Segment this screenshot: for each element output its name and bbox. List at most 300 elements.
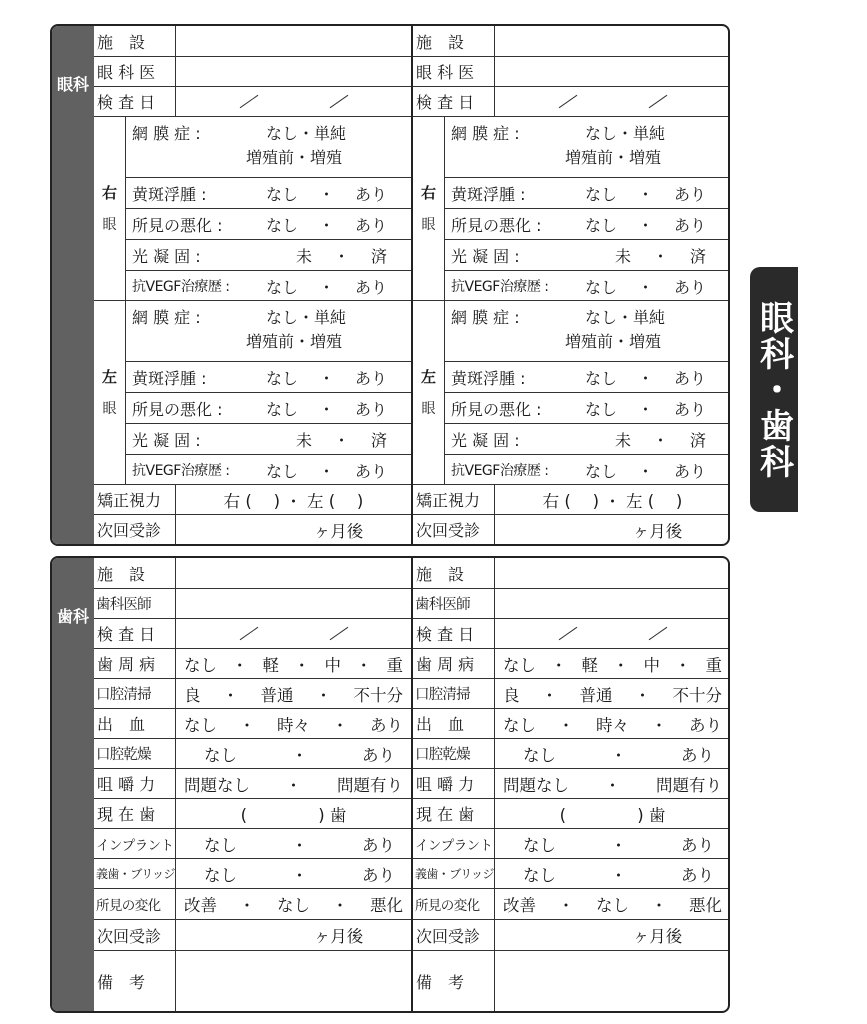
eye-char: 眼 (421, 216, 436, 233)
eye-char: 眼 (421, 400, 436, 417)
next-visit-label: 次回受診 (413, 515, 495, 544)
chewing-label: 咀 嚼 力 (413, 769, 495, 798)
chewing-options[interactable] (495, 769, 730, 798)
option-no-problem[interactable]: 問題なし (184, 775, 250, 795)
left-char: 左 (101, 367, 117, 386)
dentist-field[interactable] (176, 589, 411, 618)
periodontal-row (94, 648, 411, 678)
doctor-field[interactable] (495, 57, 730, 86)
separator: ・ (652, 246, 669, 266)
option-yes[interactable]: あり (362, 835, 395, 855)
visual-acuity-row (94, 484, 411, 514)
option-none[interactable]: なし (204, 835, 237, 855)
next-visit-row (94, 919, 411, 950)
facility-label: 施 設 (413, 558, 495, 588)
left-eye-block (94, 300, 411, 484)
option-none[interactable]: なし (503, 715, 536, 735)
macular-edema-row[interactable] (126, 361, 411, 392)
date-slash (239, 627, 258, 640)
option-none[interactable]: なし (266, 277, 299, 297)
next-visit-row (94, 514, 411, 544)
next-visit-label: 次回受診 (94, 920, 176, 950)
separator: ・ (355, 655, 372, 675)
exam-date-field[interactable] (495, 87, 730, 116)
dental-panel (50, 556, 730, 1013)
retinopathy-option-1[interactable]: なし・単純 (266, 308, 347, 327)
remarks-field[interactable] (176, 951, 411, 1011)
dentist-row (94, 588, 411, 618)
date-slash (648, 95, 667, 108)
photocoagulation-options[interactable] (615, 424, 706, 454)
option-yes[interactable]: あり (354, 215, 387, 235)
retinopathy-row[interactable] (126, 117, 411, 177)
worsening-label: 所見の悪化 : (132, 215, 223, 235)
macular-edema-row[interactable] (445, 361, 730, 392)
option-problem[interactable]: 問題有り (656, 775, 722, 795)
option-good[interactable]: 良 (184, 685, 201, 705)
option-none[interactable]: なし (585, 277, 618, 297)
option-none[interactable]: なし (266, 461, 299, 481)
present-teeth-row (94, 798, 411, 828)
separator: ・ (650, 896, 668, 915)
retinopathy-option-1[interactable]: なし・単純 (585, 308, 666, 327)
retinopathy-row[interactable] (126, 301, 411, 361)
option-improved[interactable]: 改善 (503, 896, 536, 915)
option-yes[interactable]: あり (673, 277, 706, 297)
denture-label: 義歯・ブリッジ (413, 859, 495, 888)
anti-vegf-options[interactable] (266, 271, 387, 301)
option-yes[interactable]: あり (354, 461, 387, 481)
chewing-options[interactable] (176, 769, 411, 798)
option-none[interactable]: なし (204, 865, 237, 885)
macular-edema-row[interactable] (126, 177, 411, 208)
retinopathy-option-2[interactable]: 増殖前・増殖 (246, 332, 343, 351)
worsening-label: 所見の悪化 : (451, 399, 542, 419)
next-visit-row (413, 919, 730, 950)
dental-section-label (52, 558, 94, 1011)
photocoagulation-label: 光 凝 固 : (451, 246, 520, 266)
ophthalmology-record-2 (413, 26, 730, 544)
dry-mouth-options[interactable] (495, 739, 730, 768)
separator: ・ (541, 685, 558, 705)
anti-vegf-options[interactable] (585, 455, 706, 485)
option-not-yet[interactable]: 未 (615, 430, 632, 450)
denture-options[interactable] (495, 859, 730, 888)
option-yes[interactable]: あり (673, 368, 706, 388)
macular-edema-label: 黄斑浮腫 : (132, 184, 207, 204)
dentist-field[interactable] (495, 589, 730, 618)
option-yes[interactable]: あり (354, 399, 387, 419)
separator: ・ (333, 246, 350, 266)
oral-hygiene-label: 口腔清掃 (94, 679, 176, 708)
exam-date-field[interactable] (176, 619, 411, 648)
remarks-label: 備 考 (94, 951, 176, 1011)
photocoagulation-label: 光 凝 固 : (451, 430, 520, 450)
periodontal-label: 歯 周 病 (413, 649, 495, 678)
macular-edema-options[interactable] (585, 178, 706, 208)
option-yes[interactable]: あり (354, 184, 387, 204)
visual-acuity-label: 矯正視力 (413, 485, 495, 514)
option-none[interactable]: なし (585, 399, 618, 419)
option-none[interactable]: なし (266, 399, 299, 419)
periodontal-label: 歯 周 病 (94, 649, 176, 678)
option-severe[interactable]: 重 (705, 655, 722, 675)
worsening-row[interactable] (445, 208, 730, 239)
photocoagulation-options[interactable] (296, 240, 387, 270)
separator: ・ (231, 655, 248, 675)
chewing-label: 咀 嚼 力 (94, 769, 176, 798)
dry-mouth-row (413, 738, 730, 768)
separator: ・ (610, 745, 627, 765)
macular-edema-row[interactable] (445, 177, 730, 208)
next-visit-field[interactable]: ヶ月後 (313, 927, 364, 946)
retinopathy-option-2[interactable]: 増殖前・増殖 (565, 332, 662, 351)
photocoagulation-options[interactable] (615, 240, 706, 270)
option-yes[interactable]: あり (689, 715, 722, 735)
facility-row (94, 26, 411, 56)
implant-label: インプラント (413, 829, 495, 858)
option-insufficient[interactable]: 不十分 (353, 685, 403, 705)
option-yes[interactable]: あり (681, 835, 714, 855)
separator: ・ (331, 896, 349, 915)
doctor-label: 眼 科 医 (413, 57, 495, 86)
implant-row (94, 828, 411, 858)
left-eye-block (413, 300, 730, 484)
findings-change-label: 所見の変化 (413, 889, 495, 919)
option-mild[interactable]: 軽 (581, 655, 598, 675)
present-teeth-label: 現 在 歯 (94, 799, 176, 828)
option-yes[interactable]: あり (362, 745, 395, 765)
option-none[interactable]: なし (184, 715, 217, 735)
option-done[interactable]: 済 (370, 430, 387, 450)
bleeding-label: 出 血 (413, 709, 495, 738)
separator: ・ (291, 865, 308, 885)
separator: ・ (650, 715, 668, 735)
option-none[interactable]: なし (204, 745, 237, 765)
chewing-row (413, 768, 730, 798)
separator: ・ (550, 655, 567, 675)
findings-change-row (413, 888, 730, 919)
separator: ・ (318, 368, 335, 388)
retinopathy-option-2[interactable]: 増殖前・増殖 (565, 148, 662, 167)
present-teeth-row (413, 798, 730, 828)
separator: ・ (238, 896, 256, 915)
dry-mouth-row (94, 738, 411, 768)
separator: ・ (637, 368, 654, 388)
macular-edema-options[interactable] (266, 178, 387, 208)
doctor-field[interactable] (176, 57, 411, 86)
option-sometimes[interactable]: 時々 (596, 715, 629, 735)
left-eye-label (413, 301, 445, 484)
option-normal[interactable]: 普通 (579, 685, 613, 705)
date-slash (329, 95, 348, 108)
facility-field[interactable] (495, 26, 730, 56)
macular-edema-label: 黄斑浮腫 : (132, 368, 207, 388)
present-teeth-field[interactable]: ( ) 歯 (240, 805, 347, 825)
exam-date-label: 検 査 日 (413, 87, 495, 116)
separator: ・ (238, 715, 256, 735)
separator: ・ (557, 715, 575, 735)
option-none[interactable]: なし (596, 896, 629, 915)
implant-row (413, 828, 730, 858)
separator: ・ (674, 655, 691, 675)
option-yes[interactable]: あり (370, 715, 403, 735)
photocoagulation-row[interactable] (126, 239, 411, 270)
anti-vegf-row[interactable] (445, 454, 730, 485)
option-not-yet[interactable]: 未 (296, 246, 313, 266)
dentist-row (413, 588, 730, 618)
photocoagulation-row[interactable] (445, 423, 730, 454)
periodontal-options[interactable] (495, 649, 730, 678)
retinopathy-row[interactable] (445, 301, 730, 361)
option-yes[interactable]: あり (673, 215, 706, 235)
anti-vegf-label: 抗VEGF治療歴 : (132, 279, 230, 295)
periodontal-row (413, 648, 730, 678)
option-none[interactable]: なし (266, 184, 299, 204)
separator: ・ (222, 685, 239, 705)
option-none[interactable]: なし (585, 368, 618, 388)
separator: ・ (318, 184, 335, 204)
remarks-row (413, 950, 730, 1011)
worsening-row[interactable] (445, 392, 730, 423)
date-slash (239, 95, 258, 108)
worsening-row[interactable] (126, 208, 411, 239)
photocoagulation-options[interactable] (296, 424, 387, 454)
option-problem[interactable]: 問題有り (337, 775, 403, 795)
ophthalmology-title: 眼科 (56, 75, 89, 94)
separator: ・ (637, 184, 654, 204)
worsening-label: 所見の悪化 : (132, 399, 223, 419)
separator: ・ (291, 745, 308, 765)
option-good[interactable]: 良 (503, 685, 520, 705)
oral-hygiene-options[interactable] (176, 679, 411, 708)
separator: ・ (604, 775, 621, 795)
separator: ・ (652, 430, 669, 450)
next-visit-field[interactable]: ヶ月後 (313, 521, 364, 541)
separator: ・ (637, 277, 654, 297)
exam-date-field[interactable] (495, 619, 730, 648)
section-index-label: 眼科・歯科 (753, 299, 794, 480)
worsening-options[interactable] (266, 209, 387, 239)
option-none[interactable]: なし (585, 184, 618, 204)
option-none[interactable]: なし (585, 215, 618, 235)
right-eye-label (413, 117, 445, 300)
retinopathy-row[interactable] (445, 117, 730, 177)
retinopathy-option-1[interactable]: なし・単純 (266, 124, 347, 143)
retinopathy-option-2[interactable]: 増殖前・増殖 (246, 148, 343, 167)
exam-date-field[interactable] (176, 87, 411, 116)
option-yes[interactable]: あり (362, 865, 395, 885)
option-moderate[interactable]: 中 (643, 655, 660, 675)
dental-record-1 (94, 558, 413, 1011)
implant-options[interactable] (495, 829, 730, 858)
retinopathy-option-1[interactable]: なし・単純 (585, 124, 666, 143)
option-yes[interactable]: あり (681, 745, 714, 765)
separator: ・ (318, 399, 335, 419)
option-not-yet[interactable]: 未 (296, 430, 313, 450)
findings-change-options[interactable] (495, 889, 730, 919)
exam-date-label: 検 査 日 (94, 87, 176, 116)
anti-vegf-options[interactable] (266, 455, 387, 485)
dry-mouth-options[interactable] (176, 739, 411, 768)
bleeding-options[interactable] (176, 709, 411, 738)
option-done[interactable]: 済 (689, 430, 706, 450)
option-moderate[interactable]: 中 (324, 655, 341, 675)
denture-options[interactable] (176, 859, 411, 888)
next-visit-label: 次回受診 (413, 920, 495, 950)
option-none[interactable]: なし (523, 745, 556, 765)
findings-change-row (94, 888, 411, 919)
ophthalmology-record-1 (94, 26, 413, 544)
dry-mouth-label: 口腔乾燥 (413, 739, 495, 768)
option-yes[interactable]: あり (354, 368, 387, 388)
separator: ・ (557, 896, 575, 915)
separator: ・ (637, 215, 654, 235)
option-severe[interactable]: 重 (386, 655, 403, 675)
macular-edema-label: 黄斑浮腫 : (451, 184, 526, 204)
bleeding-options[interactable] (495, 709, 730, 738)
option-yes[interactable]: あり (673, 399, 706, 419)
facility-field[interactable] (176, 558, 411, 588)
option-none[interactable]: なし (266, 368, 299, 388)
option-none[interactable]: なし (277, 896, 310, 915)
right-char: 右 (101, 183, 117, 202)
separator: ・ (634, 685, 651, 705)
next-visit-field[interactable]: ヶ月後 (632, 927, 683, 946)
option-none[interactable]: なし (585, 461, 618, 481)
visual-acuity-row (413, 484, 730, 514)
option-none[interactable]: なし (523, 835, 556, 855)
facility-label: 施 設 (94, 558, 176, 588)
exam-date-label: 検 査 日 (413, 619, 495, 648)
worsening-options[interactable] (266, 393, 387, 423)
worsening-options[interactable] (585, 209, 706, 239)
date-slash (558, 627, 577, 640)
facility-label: 施 設 (413, 26, 495, 56)
next-visit-field[interactable]: ヶ月後 (632, 521, 683, 541)
visual-acuity-label: 矯正視力 (94, 485, 176, 514)
facility-field[interactable] (495, 558, 730, 588)
next-visit-label: 次回受診 (94, 515, 176, 544)
exam-date-row (94, 618, 411, 648)
separator: ・ (610, 865, 627, 885)
dry-mouth-label: 口腔乾燥 (94, 739, 176, 768)
option-improved[interactable]: 改善 (184, 896, 217, 915)
dentist-label: 歯科医師 (413, 589, 495, 618)
worsening-row[interactable] (126, 392, 411, 423)
present-teeth-label: 現 在 歯 (413, 799, 495, 828)
photocoagulation-row[interactable] (445, 239, 730, 270)
date-slash (558, 95, 577, 108)
separator: ・ (637, 461, 654, 481)
next-visit-row (413, 514, 730, 544)
option-none[interactable]: なし (184, 655, 217, 675)
option-yes[interactable]: あり (673, 461, 706, 481)
facility-row (94, 558, 411, 588)
oral-hygiene-options[interactable] (495, 679, 730, 708)
option-yes[interactable]: あり (354, 277, 387, 297)
option-done[interactable]: 済 (689, 246, 706, 266)
bleeding-row (94, 708, 411, 738)
anti-vegf-row[interactable] (445, 270, 730, 301)
date-slash (648, 627, 667, 640)
option-worsened[interactable]: 悪化 (689, 896, 722, 915)
bleeding-row (413, 708, 730, 738)
option-no-problem[interactable]: 問題なし (503, 775, 569, 795)
periodontal-options[interactable] (176, 649, 411, 678)
dental-title: 歯科 (56, 607, 89, 626)
visual-acuity-field[interactable]: 右 ( ) ・ 左 ( ) (223, 491, 364, 511)
macular-edema-options[interactable] (585, 362, 706, 392)
date-slash (329, 627, 348, 640)
option-mild[interactable]: 軽 (262, 655, 279, 675)
anti-vegf-row[interactable] (126, 270, 411, 301)
section-index-tab (750, 267, 798, 512)
visual-acuity-field[interactable]: 右 ( ) ・ 左 ( ) (542, 491, 683, 511)
option-normal[interactable]: 普通 (260, 685, 294, 705)
implant-label: インプラント (94, 829, 176, 858)
separator: ・ (333, 430, 350, 450)
doctor-label: 眼 科 医 (94, 57, 176, 86)
option-not-yet[interactable]: 未 (615, 246, 632, 266)
exam-date-row (413, 618, 730, 648)
facility-label: 施 設 (94, 26, 176, 56)
implant-options[interactable] (176, 829, 411, 858)
option-yes[interactable]: あり (681, 865, 714, 885)
option-none[interactable]: なし (266, 215, 299, 235)
option-none[interactable]: なし (523, 865, 556, 885)
photocoagulation-row[interactable] (126, 423, 411, 454)
retinopathy-label: 網 膜 症 : (132, 308, 201, 327)
worsening-options[interactable] (585, 393, 706, 423)
option-insufficient[interactable]: 不十分 (672, 685, 722, 705)
anti-vegf-label: 抗VEGF治療歴 : (132, 463, 230, 479)
separator: ・ (331, 715, 349, 735)
separator: ・ (315, 685, 332, 705)
macular-edema-options[interactable] (266, 362, 387, 392)
right-eye-block (413, 116, 730, 300)
option-done[interactable]: 済 (370, 246, 387, 266)
option-none[interactable]: なし (503, 655, 536, 675)
doctor-row (413, 56, 730, 86)
left-char: 左 (420, 367, 436, 386)
facility-field[interactable] (176, 26, 411, 56)
remarks-label: 備 考 (413, 951, 495, 1011)
denture-row (94, 858, 411, 888)
option-worsened[interactable]: 悪化 (370, 896, 403, 915)
denture-label: 義歯・ブリッジ (94, 859, 176, 888)
findings-change-options[interactable] (176, 889, 411, 919)
remarks-field[interactable] (495, 951, 730, 1011)
retinopathy-label: 網 膜 症 : (451, 124, 520, 143)
chewing-row (94, 768, 411, 798)
doctor-row (94, 56, 411, 86)
separator: ・ (285, 775, 302, 795)
present-teeth-field[interactable]: ( ) 歯 (559, 805, 666, 825)
eye-char: 眼 (102, 400, 117, 417)
separator: ・ (318, 461, 335, 481)
anti-vegf-row[interactable] (126, 454, 411, 485)
oral-hygiene-row (413, 678, 730, 708)
option-yes[interactable]: あり (673, 184, 706, 204)
ophthalmology-section-label (52, 26, 94, 544)
option-sometimes[interactable]: 時々 (277, 715, 310, 735)
remarks-row (94, 950, 411, 1011)
retinopathy-label: 網 膜 症 : (132, 124, 201, 143)
anti-vegf-options[interactable] (585, 271, 706, 301)
facility-row (413, 558, 730, 588)
denture-row (413, 858, 730, 888)
